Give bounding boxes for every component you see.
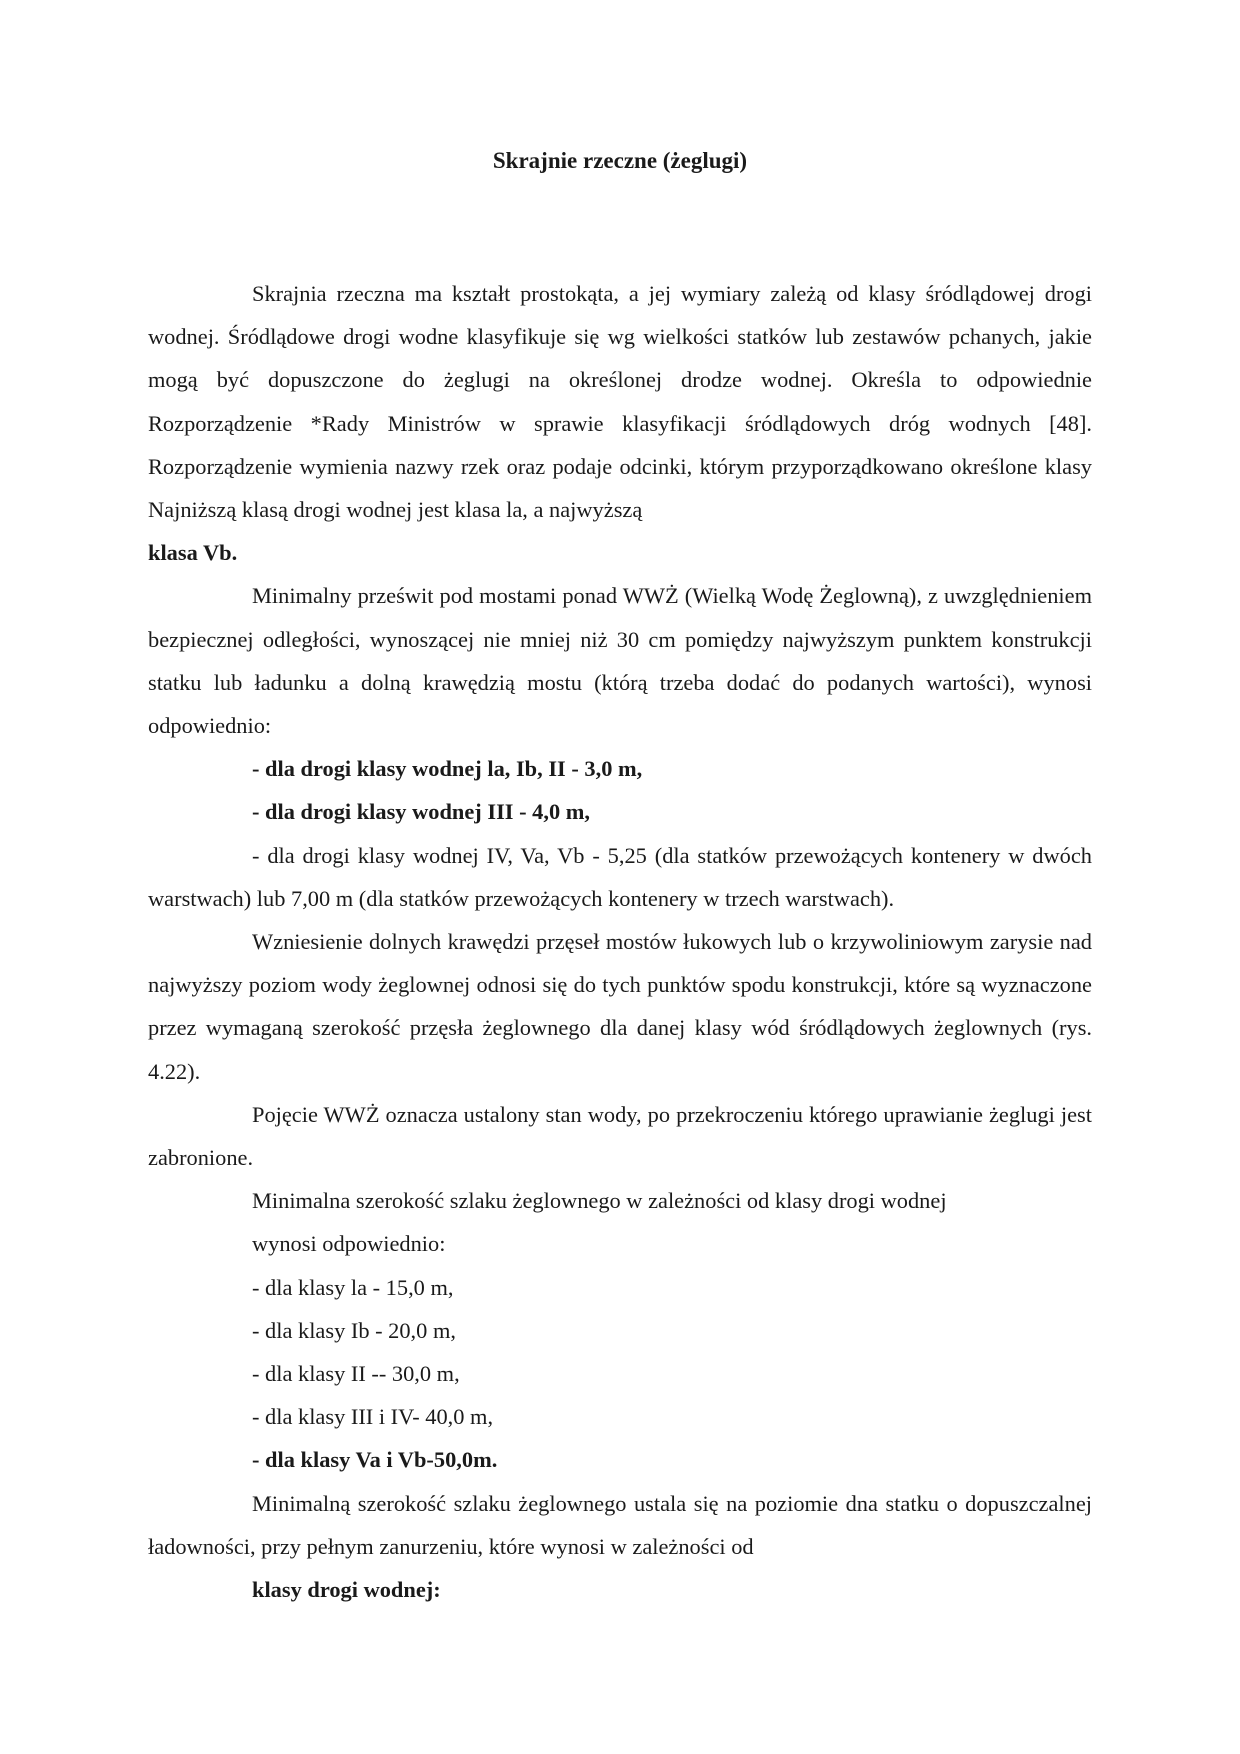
paragraph-2: Minimalny prześwit pod mostami ponad WWŻ (Wielką Wodę Żeglowną), z uwzględnieniem bezpiecznej odległości, wynoszącej nie mniej niż 30 cm pomiędzy najwyższym punktem konstrukcji statku lub ładunku a dolną krawędzią mostu (którą trzeba dodać do podanych wartości), wynosi odpowiednio: [148, 583, 1092, 739]
list-item: - dla drogi klasy wodnej III - 4,0 m, [252, 799, 590, 825]
paragraph-1-end: klasa Vb. [148, 540, 238, 566]
list-item: - dla drogi klasy wodnej la, Ib, II - 3,0 m, [252, 756, 643, 782]
paragraph-5-line-2: wynosi odpowiednio: [252, 1231, 446, 1257]
paragraph-6-end: klasy drogi wodnej: [252, 1577, 441, 1603]
paragraph-4: Pojęcie WWŻ oznacza ustalony stan wody, po przekroczeniu którego uprawianie żeglugi jest zabronione. [148, 1101, 1092, 1171]
list-item: - dla drogi klasy wodnej IV, Va, Vb - 5,25 (dla statków przewożących kontenery w dwóch warstwach) lub 7,00 m (dla statków przewożących kontenery w trzech warstwach). [148, 842, 1092, 911]
list-item: - dla klasy Ib - 20,0 m, [252, 1317, 456, 1343]
paragraph-6: Minimalną szerokość szlaku żeglownego ustala się na poziomie dna statku o dopuszczalnej ładowności, przy pełnym zanurzeniu, które wynosi w zależności od [148, 1490, 1092, 1559]
list-item: - dla klasy II -- 30,0 m, [252, 1361, 460, 1387]
document-body [148, 272, 1092, 1611]
document-title: Skrajnie rzeczne (żeglugi) [492, 148, 748, 173]
list-item: - dla klasy la - 15,0 m, [252, 1274, 454, 1300]
list-item: - dla klasy Va i Vb-50,0m. [252, 1447, 498, 1473]
list-item: - dla klasy III i IV- 40,0 m, [252, 1404, 494, 1430]
paragraph-5-line-1: Minimalna szerokość szlaku żeglownego w zależności od klasy drogi wodnej [252, 1188, 947, 1214]
paragraph-3: Wzniesienie dolnych krawędzi przęseł mostów łukowych lub o krzywoliniowym zarysie nad najwyższy poziom wody żeglownej odnosi się do tych punktów spodu konstrukcji, które są wyznaczone przez wymaganą szerokość przęsła żeglownego dla danej klasy wód śródlądowych żeglownych (rys. 4.22). [148, 929, 1092, 1084]
paragraph-1: Skrajnia rzeczna ma kształt prostokąta, a jej wymiary zależą od klasy śródlądowej drogi wodnej. Śródlądowe drogi wodne klasyfikuje się wg wielkości statków lub zestawów pchanych, jakie mogą być dopuszczone do żeglugi na określonej drodze wodnej. Określa to odpowiednie Rozporządzenie *Rady Ministrów w sprawie klasyfikacji śródlądowych dróg wodnych [48]. Rozporządzenie wymienia nazwy rzek oraz podaje odcinki, którym przyporządkowano określone klasy Najniższą klasą drogi wodnej jest klasa la, a najwyższą [148, 281, 1092, 523]
